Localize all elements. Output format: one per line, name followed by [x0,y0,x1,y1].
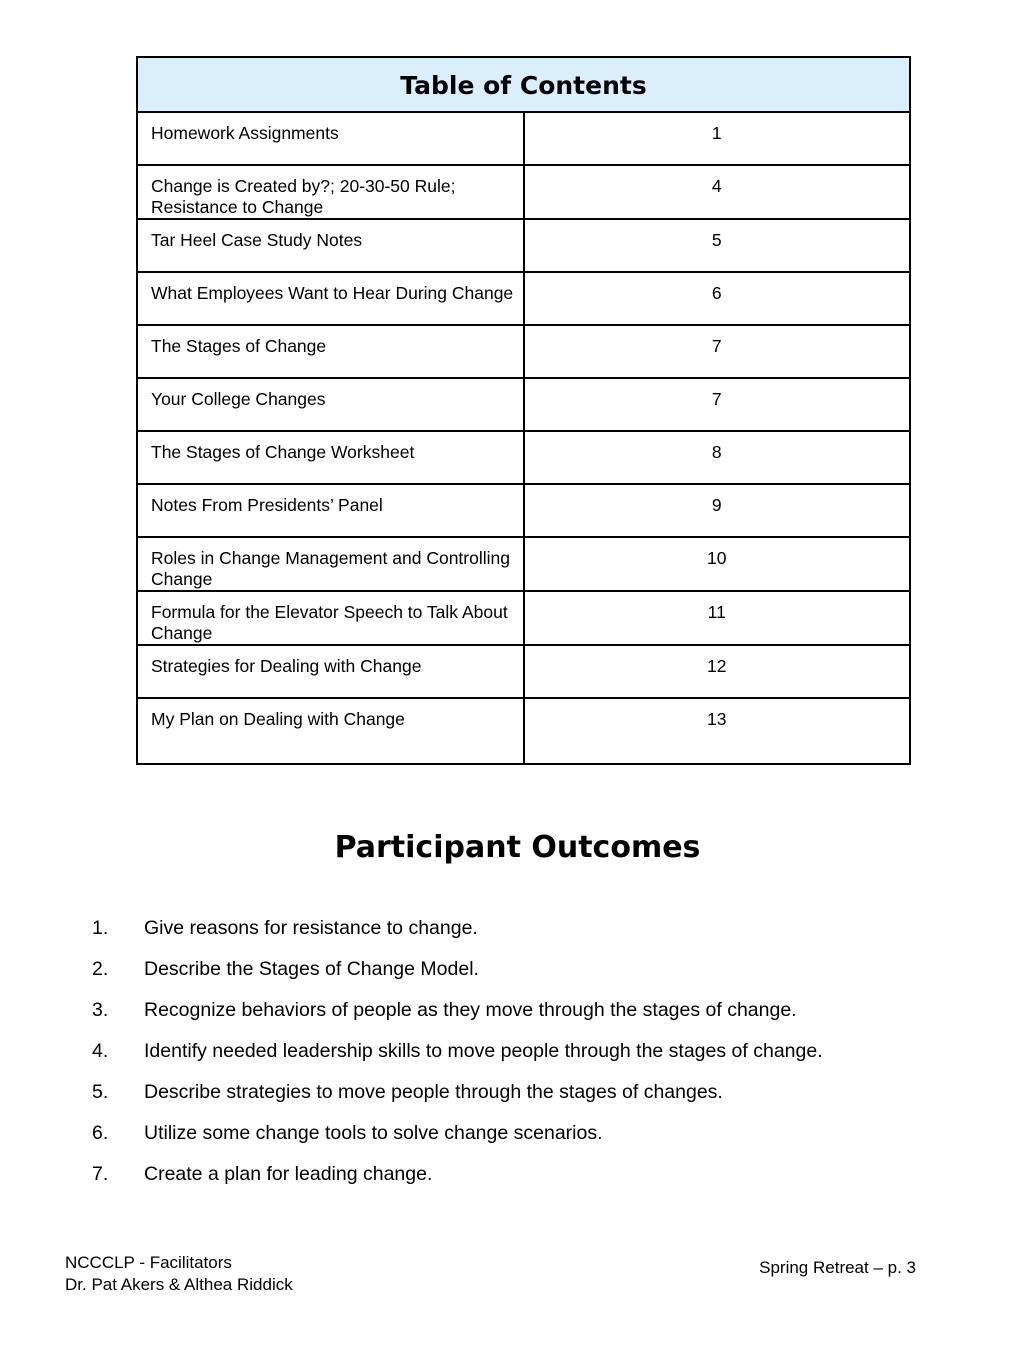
list-item [92,1076,823,1117]
toc-entry-page: 13 [524,698,911,764]
toc-entry-title: What Employees Want to Hear During Change [137,272,524,325]
list-item [92,1158,823,1199]
item-number: 7. [92,1163,109,1185]
footer-facilitators: Dr. Pat Akers & Althea Riddick [65,1275,293,1294]
item-text: Describe the Stages of Change Model. [144,958,479,980]
item-text: Describe strategies to move people through the stages of changes. [144,1081,723,1103]
list-item [92,912,823,953]
toc-row [137,537,910,591]
toc-entry-title: The Stages of Change [137,325,524,378]
item-text: Give reasons for resistance to change. [144,917,478,939]
toc-row [137,378,910,431]
item-number: 6. [92,1122,109,1144]
footer-org: NCCCLP - Facilitators [65,1253,232,1272]
footer-page-label: Spring Retreat – p. 3 [759,1258,916,1277]
toc-entry-page: 5 [524,219,911,272]
toc-entry-title: Formula for the Elevator Speech to Talk About Change [137,591,524,645]
toc-entry-title: Roles in Change Management and Controlling Change [137,537,524,591]
list-item [92,994,823,1035]
item-number: 3. [92,999,109,1021]
toc-entry-page: 10 [524,537,911,591]
toc-entry-page: 4 [524,165,911,219]
toc-entry-page: 8 [524,431,911,484]
toc-entry-page: 9 [524,484,911,537]
toc-entry-title: Strategies for Dealing with Change [137,645,524,698]
toc-entry-title: Tar Heel Case Study Notes [137,219,524,272]
outcomes-list [92,912,823,1199]
toc-entry-title: Notes From Presidents’ Panel [137,484,524,537]
toc-row [137,165,910,219]
toc-entry-page: 6 [524,272,911,325]
toc-row [137,431,910,484]
toc-row [137,698,910,764]
toc-entry-page: 7 [524,378,911,431]
toc-entry-title: The Stages of Change Worksheet [137,431,524,484]
toc-header-row [137,57,910,112]
toc-row [137,219,910,272]
toc-row [137,272,910,325]
list-item [92,1117,823,1158]
toc-row [137,591,910,645]
item-number: 2. [92,958,109,980]
item-text: Recognize behaviors of people as they move through the stages of change. [144,999,797,1021]
item-number: 5. [92,1081,109,1103]
item-text: Utilize some change tools to solve change scenarios. [144,1122,603,1144]
toc-entry-page: 1 [524,112,911,165]
item-text: Create a plan for leading change. [144,1163,433,1185]
item-number: 4. [92,1040,109,1062]
toc-row [137,484,910,537]
item-text: Identify needed leadership skills to move people through the stages of change. [144,1040,823,1062]
toc-entry-title: Change is Created by?; 20-30-50 Rule; Resistance to Change [137,165,524,219]
toc-entry-page: 11 [524,591,911,645]
toc-entry-title: Homework Assignments [137,112,524,165]
toc-entry-page: 7 [524,325,911,378]
toc-entry-title: My Plan on Dealing with Change [137,698,524,764]
footer-left [65,1252,293,1296]
toc-entry-title: Your College Changes [137,378,524,431]
item-number: 1. [92,917,109,939]
toc-row [137,645,910,698]
toc-row [137,112,910,165]
toc-title: Table of Contents [137,57,910,112]
toc-entry-page: 12 [524,645,911,698]
toc-row [137,325,910,378]
list-item [92,1035,823,1076]
list-item [92,953,823,994]
outcomes-heading: Participant Outcomes [334,830,701,865]
table-of-contents [136,56,911,765]
